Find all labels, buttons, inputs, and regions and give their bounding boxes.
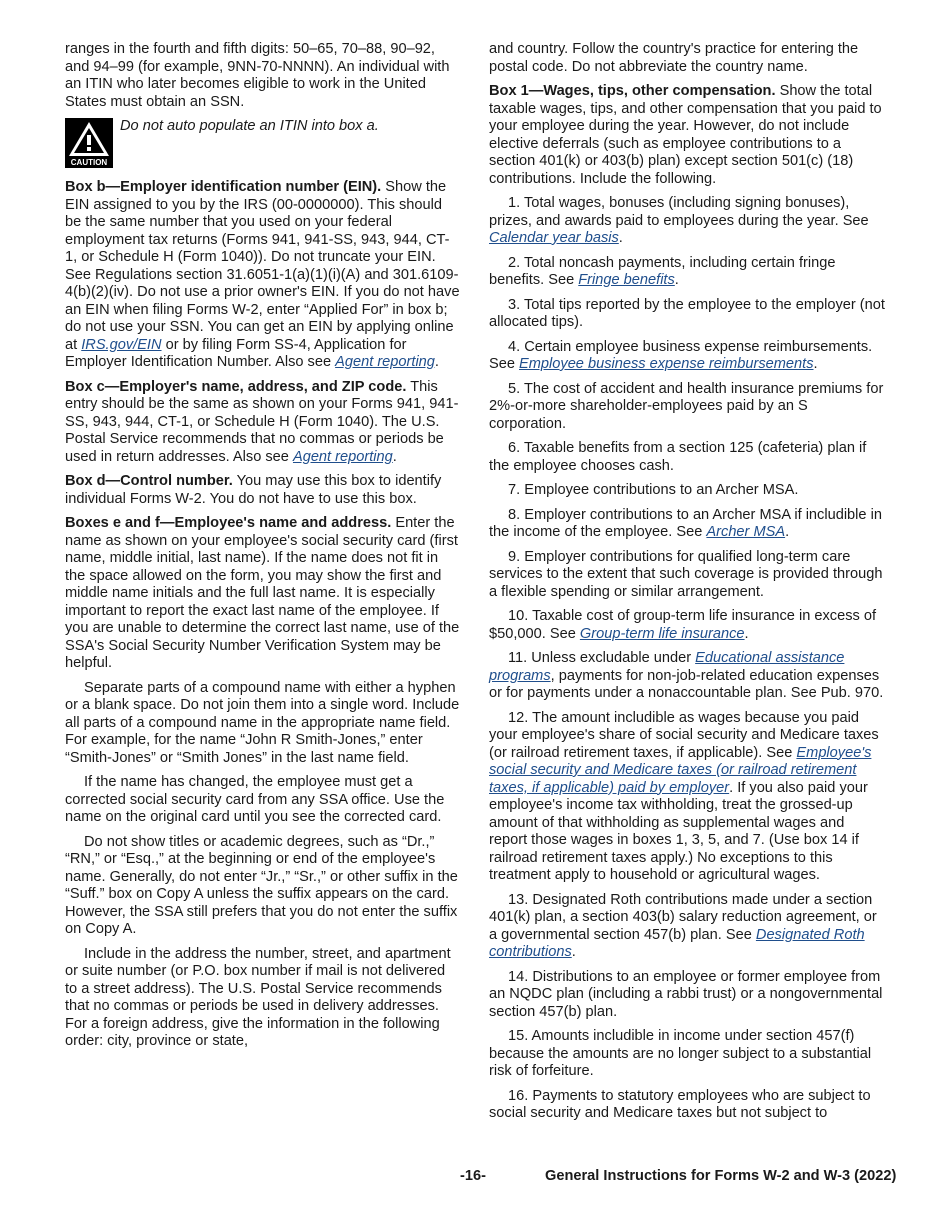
box-1-section: Box 1—Wages, tips, other compensation. Show the total taxable wages, tips, and other compensation that you paid to your employee during the year. However, do not include elective deferrals (such as employee contributions to a section 401(k) or 403(b) plan) except section 501(c) (18) contributions. Include the following.	[489, 83, 882, 187]
educational-assistance-link[interactable]: Educational assistance programs	[489, 650, 845, 684]
left-column	[65, 41, 461, 1058]
box-1-heading: Box 1—Wages, tips, other compensation.	[489, 83, 776, 99]
box-b-section: Box b—Employer identification number (EIN). Show the EIN assigned to you by the IRS (00-0000000). This should be the same number that you used on your federal employment tax returns (Forms 941, 941-SS, 943, 944, CT-1, or Schedule H (Form 1040)). Do not truncate your EIN. See Regulations section 31.6051-1(a)(1)(i)(A) and 301.6109-4(b)(2)(iv). Do not use a prior owner's EIN. If you do not have an EIN when filing Forms W-2, enter “Applied For” in box b; do not use your SSN. You can get an EIN by applying online at IRS.gov/EIN or by filing Form SS-4, Application for Employer Identification Number. Also see Agent reporting.	[65, 179, 460, 370]
list-item: 15. Amounts includible in income under section 457(f) because the amounts are no longer subject to a substantial risk of forfeiture.	[489, 1028, 872, 1079]
agent-reporting-link[interactable]: Agent reporting	[335, 354, 435, 370]
employee-business-expense-link[interactable]: Employee business expense reimbursements	[519, 356, 814, 372]
list-item: 7. Employee contributions to an Archer MSA.	[508, 482, 799, 498]
list-item: 8. Employer contributions to an Archer MSA if includible in the income of the employee. See Archer MSA.	[489, 506, 882, 540]
box-d-section: Box d—Control number. You may use this box to identify individual Forms W-2. You do not have to use this box.	[65, 473, 442, 507]
box-c-section: Box c—Employer's name, address, and ZIP code. This entry should be the same as shown on your Forms 941, 941-SS, 943, 944, CT-1, or Schedule H (Form 1040). The U.S. Postal Service recommends that no commas or periods be used in return addresses. Also see Agent reporting.	[65, 378, 459, 465]
paragraph-name-changed: If the name has changed, the employee must get a corrected social security card from any SSA office. Use the name on the original card until you see the corrected card.	[65, 774, 445, 825]
box-c-heading: Box c—Employer's name, address, and ZIP code.	[65, 378, 407, 395]
paragraph-address: Include in the address the number, street, and apartment or suite number (or P.O. box number if mail is not delivered to a street address). The U.S. Postal Service recommends that no commas or periods be used in delivery addresses. For a foreign address, give the information in the following order: city, province or state,	[65, 945, 451, 1049]
paragraph-itin-ranges: ranges in the fourth and fifth digits: 50–65, 70–88, 90–92, and 94–99 (for example, 9NN-70-NNNN). An individual with an ITIN who later becomes eligible to work in the United States must obtain an SSN.	[65, 41, 450, 110]
right-column	[489, 41, 885, 1130]
list-item: 13. Designated Roth contributions made under a section 401(k) plan, a section 403(b) salary reduction agreement, or a governmental section 457(b) plan. See Designated Roth contributions.	[489, 891, 877, 960]
list-item: 1. Total wages, bonuses (including signing bonuses), prizes, and awards paid to employees during the year. See Calendar year basis.	[489, 195, 869, 246]
footer-title: General Instructions for Forms W-2 and W-3 (2022)	[545, 1168, 897, 1184]
paragraph-compound-name: Separate parts of a compound name with either a hyphen or a blank space. Do not join them into a single word. Include all parts of a compound name in the appropriate name field. For example, for the name “John R Smith-Jones,” enter “Smith-Jones” or “Smith Jones” in the last name field.	[65, 679, 460, 766]
list-item: 11. Unless excludable under Educational assistance programs, payments for non-job-related education expenses or for payments under a nonaccountable plan. See Pub. 970.	[489, 650, 884, 701]
caution-note	[65, 118, 461, 168]
box-ef-heading: Boxes e and f—Employee's name and address.	[65, 515, 392, 531]
list-item: 3. Total tips reported by the employee to the employer (not allocated tips).	[489, 296, 885, 330]
employee-social-security-link[interactable]: Employee's social security and Medicare taxes (or railroad retirement taxes, if applicable) paid by employer	[489, 744, 872, 796]
fringe-benefits-link[interactable]: Fringe benefits	[578, 272, 675, 288]
list-item: 2. Total noncash payments, including certain fringe benefits. See Fringe benefits.	[489, 254, 836, 288]
list-item: 10. Taxable cost of group-term life insurance in excess of $50,000. See Group-term life insurance.	[489, 608, 877, 642]
list-item: 5. The cost of accident and health insurance premiums for 2%-or-more shareholder-employees paid by an S corporation.	[489, 380, 884, 432]
caution-text: Do not auto populate an ITIN into box a.	[120, 118, 379, 134]
calendar-year-basis-link[interactable]: Calendar year basis	[489, 230, 619, 246]
paragraph-country: and country. Follow the country's practice for entering the postal code. Do not abbreviate the country name.	[489, 41, 859, 75]
designated-roth-link[interactable]: Designated Roth contributions	[489, 926, 865, 960]
list-item: 4. Certain employee business expense reimbursements. See Employee business expense reimbursements.	[489, 338, 873, 372]
archer-msa-link[interactable]: Archer MSA	[706, 524, 786, 540]
irs-gov-ein-link[interactable]: IRS.gov/EIN	[81, 336, 162, 353]
box-d-heading: Box d—Control number.	[65, 473, 233, 489]
list-item: 16. Payments to statutory employees who are subject to social security and Medicare taxes but not subject to	[489, 1087, 871, 1121]
caution-label: CAUTION	[70, 158, 108, 167]
caution-icon	[65, 118, 113, 168]
agent-reporting-link[interactable]: Agent reporting	[292, 448, 393, 465]
page-number: -16-	[460, 1168, 486, 1184]
list-item: 12. The amount includible as wages because you paid your employee's share of social security and Medicare taxes (or railroad retirement taxes, if applicable). See Employee's social security and Medicare taxes (or railroad retirement taxes, if applicable) paid by employer. If you also paid your employee's income tax withholding, treat the grossed-up amount of that withholding as supplemental wages and report those wages in boxes 1, 3, 5, and 7. (Use box 14 if railroad retirement taxes apply.) No exceptions to this treatment apply to household or agricultural wages.	[489, 709, 879, 883]
list-item: 6. Taxable benefits from a section 125 (cafeteria) plan if the employee chooses cash.	[489, 440, 867, 474]
box-b-heading: Box b—Employer identification number (EIN).	[65, 179, 382, 195]
box-ef-section: Boxes e and f—Employee's name and address. Enter the name as shown on your employee's social security card (first name, middle initial, last name). If the name does not fit in the space allowed on the form, you may show the first and middle name initials and the full last name. It is especially important to report the exact last name of the employee. If you are unable to determine the correct last name, use of the SSA's Social Security Number Verification System may be helpful.	[65, 515, 460, 671]
list-item: 14. Distributions to an employee or former employee from an NQDC plan (including a rabbi trust) or a nongovernmental section 457(b) plan.	[489, 968, 883, 1020]
paragraph-titles: Do not show titles or academic degrees, such as “Dr.,” “RN,” or “Esq.,” at the beginning or end of the employee's name. Generally, do not enter “Jr.,” “Sr.,” or other suffix in the “Suff.” box on Copy A unless the suffix appears on the card. However, the SSA still prefers that you do not enter the suffix on Copy A.	[65, 833, 458, 937]
list-item: 9. Employer contributions for qualified long-term care services to the extent that such coverage is provided through a flexible spending or similar arrangement.	[489, 548, 883, 600]
group-term-life-insurance-link[interactable]: Group-term life insurance	[579, 625, 745, 642]
